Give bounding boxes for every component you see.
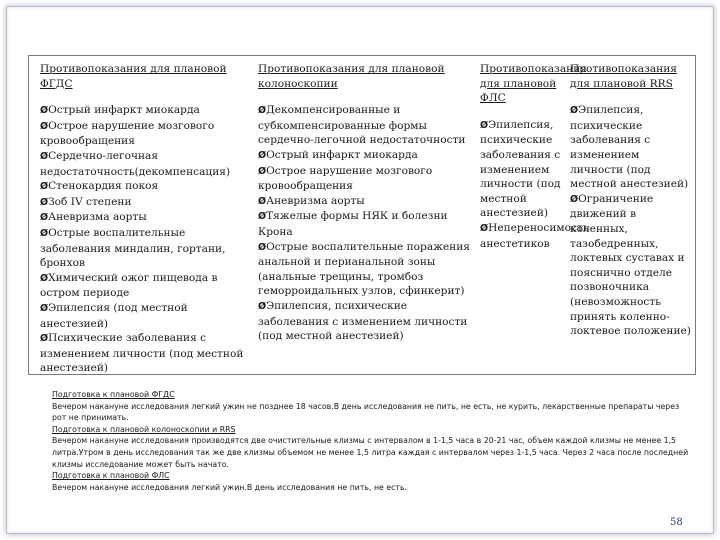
arrow-bullet-icon: Ø (258, 241, 267, 253)
column-colonoscopy (258, 62, 472, 344)
list-item (480, 221, 589, 251)
arrow-bullet-icon: Ø (40, 181, 49, 193)
arrow-bullet-icon: Ø (258, 149, 267, 161)
list-item (40, 149, 252, 179)
list-item (40, 210, 252, 226)
arrow-bullet-icon: Ø (40, 196, 49, 208)
list-item (258, 194, 472, 210)
list-item (258, 209, 472, 239)
arrow-bullet-icon: Ø (40, 120, 49, 132)
item-text: Аневризма аорты (48, 211, 147, 224)
note-heading: Подготовка к плановой ФЛС (52, 471, 170, 481)
contraindication-list (570, 103, 692, 339)
arrow-bullet-icon: Ø (40, 212, 49, 224)
item-text: Острое нарушение мозгового кровообращения (40, 119, 215, 148)
item-text: Острое нарушение мозгового кровообращения (258, 164, 433, 193)
list-item (40, 119, 252, 149)
column-heading: Противопоказания для плановой колоноскопии (258, 63, 445, 90)
arrow-bullet-icon: Ø (258, 165, 267, 177)
item-text: Острый инфаркт миокарда (266, 148, 418, 161)
arrow-bullet-icon: Ø (258, 211, 267, 223)
item-text: Аневризма аорты (266, 194, 365, 207)
item-text: Химический ожог пищевода в остром периоде (40, 271, 218, 300)
arrow-bullet-icon: Ø (570, 105, 579, 117)
contraindication-list (258, 103, 472, 344)
arrow-bullet-icon: Ø (40, 272, 49, 284)
note-text: Вечером накануне исследования легкий ужин.В день исследования не пить, не есть. (52, 482, 408, 492)
note-heading: Подготовка к плановой ФГДС (52, 390, 175, 399)
column-fls (480, 62, 589, 251)
list-item (40, 331, 252, 376)
arrow-bullet-icon: Ø (40, 105, 49, 117)
column-rrs (570, 62, 692, 339)
item-text: Эпилепсия, психические заболевания с изменением личности (под местной анестезией) (480, 118, 561, 220)
note-text: Вечером накануне исследования производятся две очистительные клизмы с интервалом в 1-1,5 часа в 20-21 час, объем каждой клизмы не менее 1,5 литра.Утром в день исследования так же две клизмы объемом не менее 1,5 литра каждая с интервалом через 1-1,5 часа. Через 2 часа после последней клизмы исследование может быть начато. (52, 436, 689, 469)
item-text: Острый инфаркт миокарда (48, 104, 200, 117)
list-item (570, 192, 692, 339)
item-text: Тяжелые формы НЯК и болезни Крона (258, 210, 448, 238)
arrow-bullet-icon: Ø (258, 195, 267, 207)
item-text: Декомпенсированные и субкомпенсированные формы сердечно-легочной недостаточности (258, 104, 466, 147)
item-text: Ограничение движений в коленных, тазобедренных, локтевых суставах и пояснично отделе позвоночника (невозможность принять коленно-локтевое положение) (570, 192, 691, 338)
list-item (258, 103, 472, 148)
contraindication-list (40, 103, 252, 376)
note-text: Вечером накануне исследования легкий ужин не позднее 18 часов.В день исследования не пить, не есть, не курить, лекарственные препараты через рот не принимать. (52, 401, 680, 423)
column-heading: Противопоказания для плановой ФЛС (480, 63, 587, 105)
list-item (258, 164, 472, 194)
item-text: Острые воспалительные заболевания миндалин, гортани, бронхов (40, 226, 226, 270)
arrow-bullet-icon: Ø (480, 222, 489, 234)
arrow-bullet-icon: Ø (40, 150, 49, 162)
page-number: 58 (670, 517, 683, 528)
list-item (480, 118, 562, 221)
arrow-bullet-icon: Ø (258, 105, 267, 117)
list-item (40, 271, 252, 301)
preparation-notes (52, 389, 692, 493)
column-heading: Противопоказания для плановой ФГДС (40, 63, 227, 90)
note-heading: Подготовка к плановой колоноскопии и RRS (52, 424, 236, 434)
arrow-bullet-icon: Ø (480, 119, 489, 131)
column-heading: Противопоказания для плановой RRS (570, 63, 677, 90)
item-text: Сердечно-легочная недостаточность(декомпенсация) (40, 149, 231, 178)
item-text: Эпилепсия (под местной анестезией) (40, 301, 188, 330)
column-fgds (40, 62, 252, 376)
arrow-bullet-icon: Ø (258, 300, 267, 312)
list-item (258, 240, 472, 299)
contraindication-list (480, 118, 589, 251)
arrow-bullet-icon: Ø (570, 193, 579, 205)
list-item (40, 179, 252, 195)
arrow-bullet-icon: Ø (40, 227, 49, 239)
list-item (258, 148, 472, 164)
item-text: Острые воспалительные поражения анальной и перианальной зоны (анальные трещины, тромбоз геморроидальных узлов, сфинкерит) (258, 240, 470, 298)
item-text: Зоб IV степени (48, 195, 132, 208)
list-item (40, 226, 252, 271)
list-item (258, 299, 472, 344)
list-item (40, 301, 252, 331)
arrow-bullet-icon: Ø (40, 333, 49, 345)
item-text: Психические заболевания с изменением личности (под местной анестезией) (40, 332, 244, 375)
item-text: Эпилепсия, психические заболевания с изменением личности (под местной анестезией) (258, 299, 468, 343)
list-item (40, 103, 252, 119)
list-item (570, 103, 692, 192)
arrow-bullet-icon: Ø (40, 302, 49, 314)
item-text: Непереносимость анестетиков (480, 221, 589, 250)
item-text: Стенокардия покоя (48, 180, 159, 193)
list-item (40, 195, 252, 211)
item-text: Эпилепсия, психические заболевания с изменением личности (под местной анестезией) (570, 104, 689, 191)
